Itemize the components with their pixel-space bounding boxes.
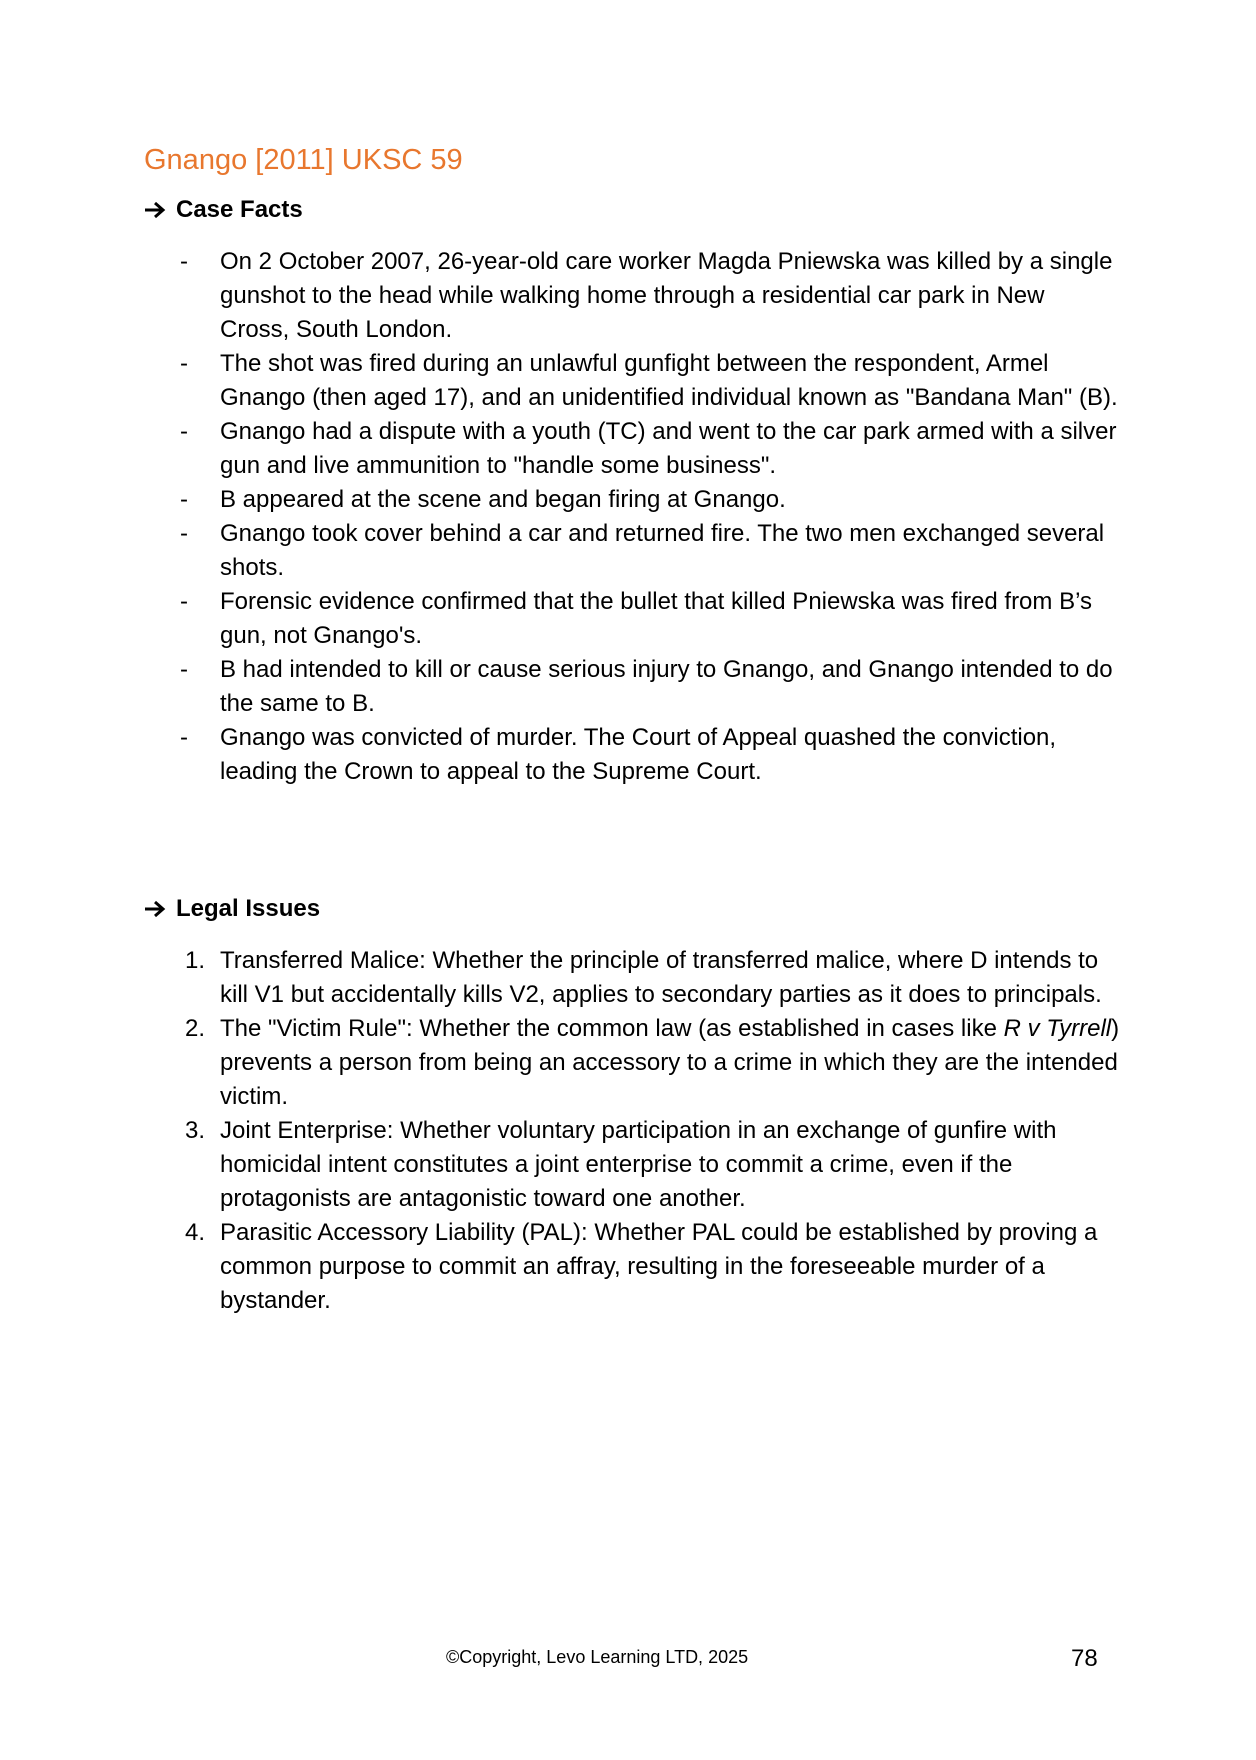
list-item-text: B appeared at the scene and began firing at Gnango. — [220, 486, 786, 513]
list-item-text: Joint Enterprise: Whether voluntary participation in an exchange of gunfire with homicidal intent constitutes a joint enterprise to commit a crime, even if the protagonists are antagonistic toward one another. — [220, 1117, 1057, 1212]
case-facts-list — [180, 245, 1120, 789]
list-item-text: Gnango took cover behind a car and returned fire. The two men exchanged several shots. — [220, 520, 1105, 581]
case-citation: R v Tyrrell — [1003, 1015, 1112, 1042]
dash-marker: - — [180, 248, 188, 275]
list-item-text: On 2 October 2007, 26-year-old care worker Magda Pniewska was killed by a single gunshot to the head while walking home through a residential car park in New Cross, South London. — [220, 248, 1113, 343]
list-item — [180, 1114, 1120, 1216]
page-number: 78 — [1071, 1645, 1098, 1672]
dash-marker: - — [180, 588, 188, 615]
list-item — [180, 415, 1120, 483]
list-item-text: Forensic evidence confirmed that the bullet that killed Pniewska was fired from B’s gun, not Gnango's. — [220, 588, 1092, 649]
dash-marker: - — [180, 520, 188, 547]
page-title: Gnango [2011] UKSC 59 — [144, 144, 463, 176]
list-item-text: Gnango had a dispute with a youth (TC) and went to the car park armed with a silver gun and live ammunition to "handle some business". — [220, 418, 1117, 479]
list-number: 3. — [184, 1117, 205, 1144]
list-item-text: The shot was fired during an unlawful gunfight between the respondent, Armel Gnango (then aged 17), and an unidentified individual known as "Bandana Man" (B). — [220, 350, 1118, 411]
legal-issues-list — [180, 944, 1120, 1318]
list-item — [180, 245, 1120, 347]
dash-marker: - — [180, 486, 188, 513]
list-item — [180, 347, 1120, 415]
list-number: 2. — [184, 1015, 205, 1042]
list-item — [180, 721, 1120, 789]
list-item — [180, 483, 1120, 517]
arrow-right-icon — [144, 201, 166, 219]
list-item-text: The "Victim Rule": Whether the common law (as established in cases like — [220, 1015, 1004, 1042]
list-item-text: Gnango was convicted of murder. The Court of Appeal quashed the conviction, leading the Crown to appeal to the Supreme Court. — [220, 724, 1057, 785]
list-item-text: B had intended to kill or cause serious injury to Gnango, and Gnango intended to do the same to B. — [220, 656, 1113, 717]
footer-copyright: ©Copyright, Levo Learning LTD, 2025 — [446, 1647, 749, 1667]
list-item — [180, 517, 1120, 585]
dash-marker: - — [180, 656, 188, 683]
dash-marker: - — [180, 418, 188, 445]
case-facts-heading — [144, 196, 303, 225]
list-item — [180, 653, 1120, 721]
list-item-text: Transferred Malice: Whether the principle of transferred malice, where D intends to kill V1 but accidentally kills V2, applies to secondary parties as it does to principals. — [220, 947, 1102, 1008]
dash-marker: - — [180, 350, 188, 377]
list-item — [180, 1216, 1120, 1318]
case-facts-heading-label: Case Facts — [176, 196, 303, 223]
arrow-right-icon — [144, 900, 166, 918]
dash-marker: - — [180, 724, 188, 751]
list-item — [180, 585, 1120, 653]
legal-issues-heading — [144, 895, 320, 924]
list-item — [180, 944, 1120, 1012]
list-number: 4. — [184, 1219, 205, 1246]
legal-issues-heading-label: Legal Issues — [176, 895, 321, 922]
list-number: 1. — [184, 947, 205, 974]
list-item-text: Parasitic Accessory Liability (PAL): Whether PAL could be established by proving a common purpose to commit an affray, resulting in the foreseeable murder of a bystander. — [220, 1219, 1098, 1314]
list-item: 2. The "Victim Rule": Whether the common law (as established in cases like R v Tyrrell) prevents a person from being an accessory to a crime in which they are the intended victim. — [180, 1012, 1120, 1114]
